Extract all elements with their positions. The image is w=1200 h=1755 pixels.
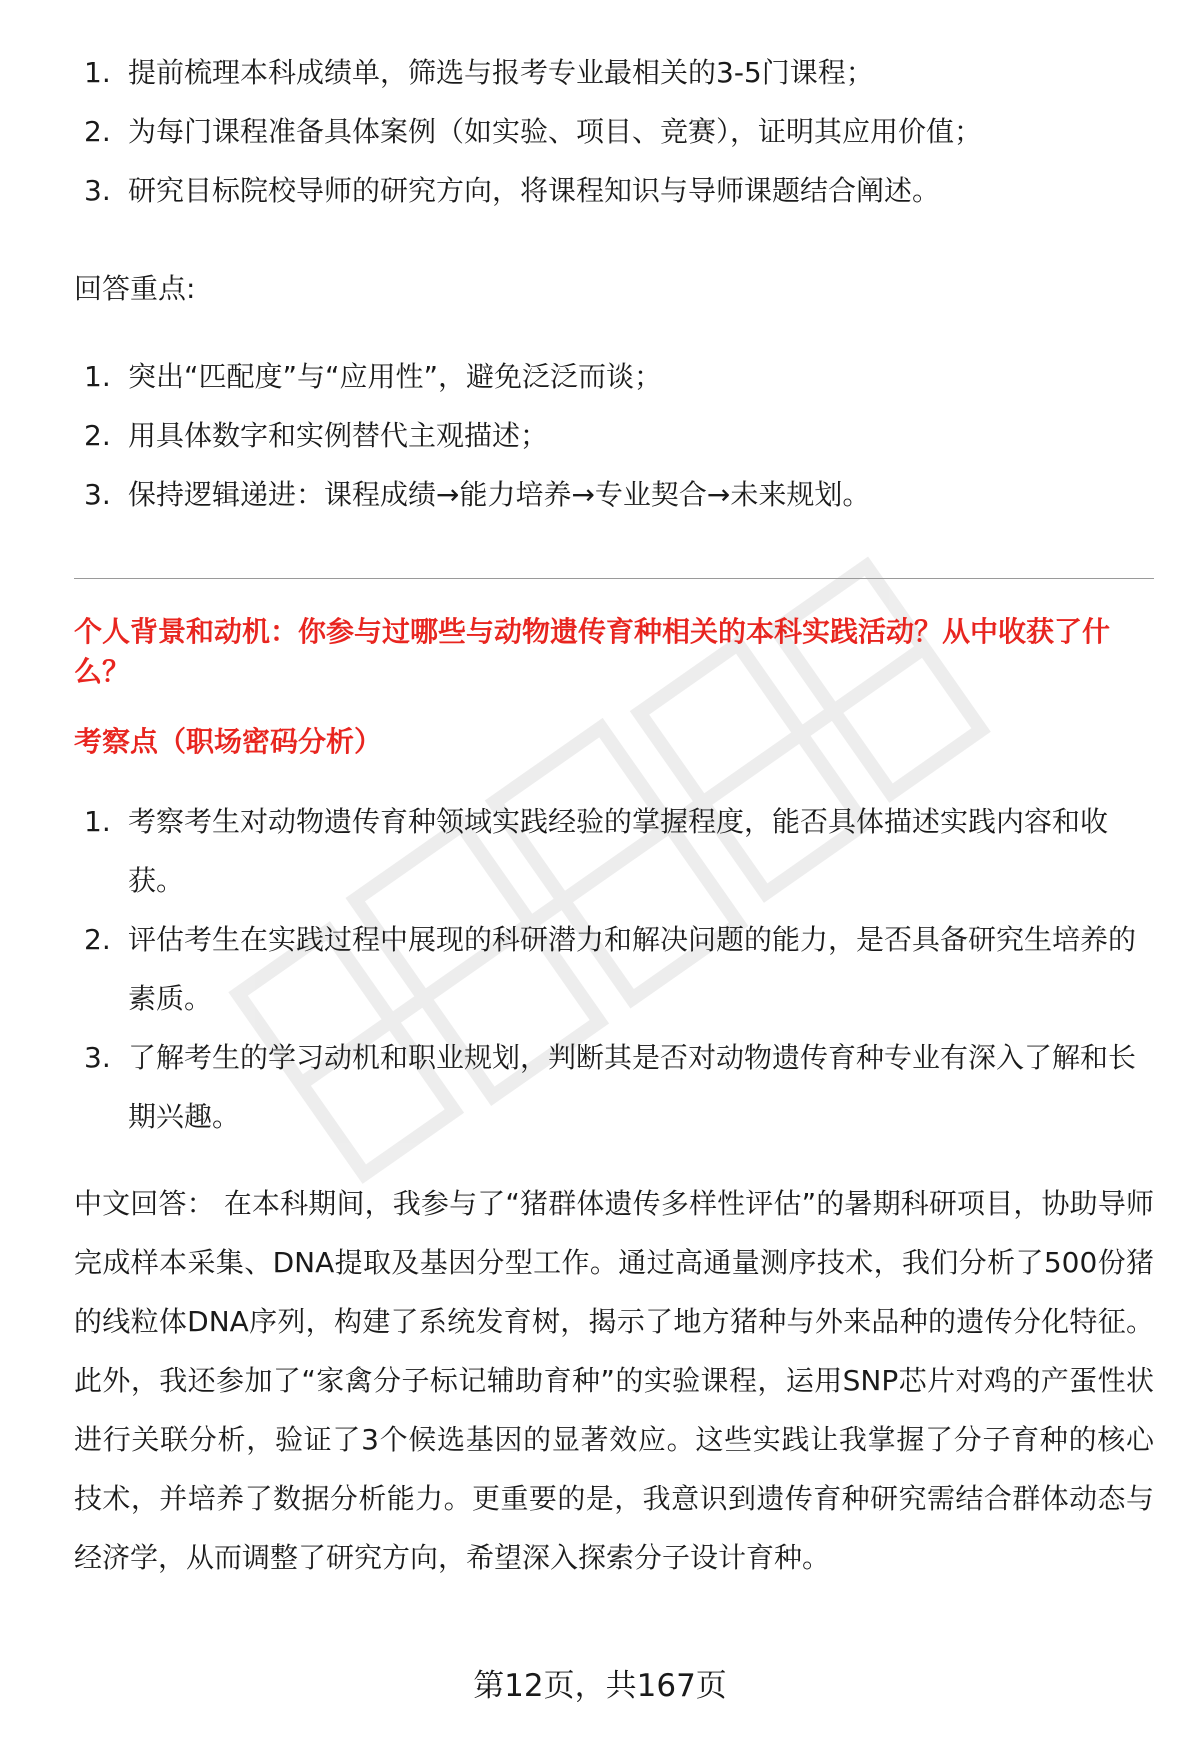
list-item-text: 用具体数字和实例替代主观描述；: [128, 419, 549, 452]
list-item: [74, 465, 1154, 524]
list-item: [74, 1028, 1154, 1146]
list-number: 2.: [84, 419, 111, 452]
list-number: 3.: [84, 1041, 111, 1074]
assessment-list: [74, 792, 1154, 1146]
list-number: 1.: [84, 56, 111, 89]
section-divider: [74, 578, 1154, 579]
list-number: 3.: [84, 478, 111, 511]
list-number: 2.: [84, 115, 111, 148]
list-number: 1.: [84, 360, 111, 393]
answer-points-label: 回答重点:: [74, 272, 196, 305]
answer-points-list: [74, 347, 1154, 524]
list-item-text: 研究目标院校导师的研究方向，将课程知识与导师课题结合阐述。: [128, 174, 941, 207]
list-item: [74, 406, 1154, 465]
list-item: [74, 792, 1154, 910]
list-item-text: 保持逻辑递进：课程成绩→能力培养→专业契合→未来规划。: [128, 478, 871, 511]
page-content: [74, 0, 1154, 1755]
list-item: [74, 161, 1154, 220]
list-number: 2.: [84, 923, 111, 956]
list-item-text: 考察考生对动物遗传育种领域实践经验的掌握程度，能否具体描述实践内容和收获。: [128, 805, 1109, 897]
page-number: 第12页，共167页: [473, 1668, 727, 1704]
list-item: [74, 347, 1154, 406]
answer-paragraph: 中文回答： 在本科期间，我参与了“猪群体遗传多样性评估”的暑期科研项目，协助导师完成样本采集、DNA提取及基因分型工作。通过高通量测序技术，我们分析了500份猪的线粒体DNA序列，构建了系统发育树，揭示了地方猪种与外来品种的遗传分化特征。此外，我还参加了“家禽分子标记辅助育种”的实验课程，运用SNP芯片对鸡的产蛋性状进行关联分析，验证了3个候选基因的显著效应。这些实践让我掌握了分子育种的核心技术，并培养了数据分析能力。更重要的是，我意识到遗传育种研究需结合群体动态与经济学，从而调整了研究方向，希望深入探索分子设计育种。: [74, 1187, 1154, 1574]
list-number: 1.: [84, 805, 111, 838]
list-number: 3.: [84, 174, 111, 207]
list-item-text: 评估考生在实践过程中展现的科研潜力和解决问题的能力，是否具备研究生培养的素质。: [128, 923, 1137, 1015]
list-item-text: 提前梳理本科成绩单，筛选与报考专业最相关的3-5门课程；: [128, 56, 874, 89]
list-item: [74, 102, 1154, 161]
list-item: [74, 43, 1154, 102]
list-item-text: 突出“匹配度”与“应用性”，避免泛泛而谈；: [128, 360, 663, 393]
list-item-text: 了解考生的学习动机和职业规划，判断其是否对动物遗传育种专业有深入了解和长期兴趣。: [128, 1041, 1137, 1133]
list-item-text: 为每门课程准备具体案例（如实验、项目、竞赛），证明其应用价值；: [128, 115, 983, 148]
question-title: 个人背景和动机：你参与过哪些与动物遗传育种相关的本科实践活动？从中收获了什么？: [74, 615, 1111, 688]
preparation-list: [74, 43, 1154, 220]
assessment-subtitle: 考察点（职场密码分析）: [74, 725, 383, 758]
list-item: [74, 910, 1154, 1028]
